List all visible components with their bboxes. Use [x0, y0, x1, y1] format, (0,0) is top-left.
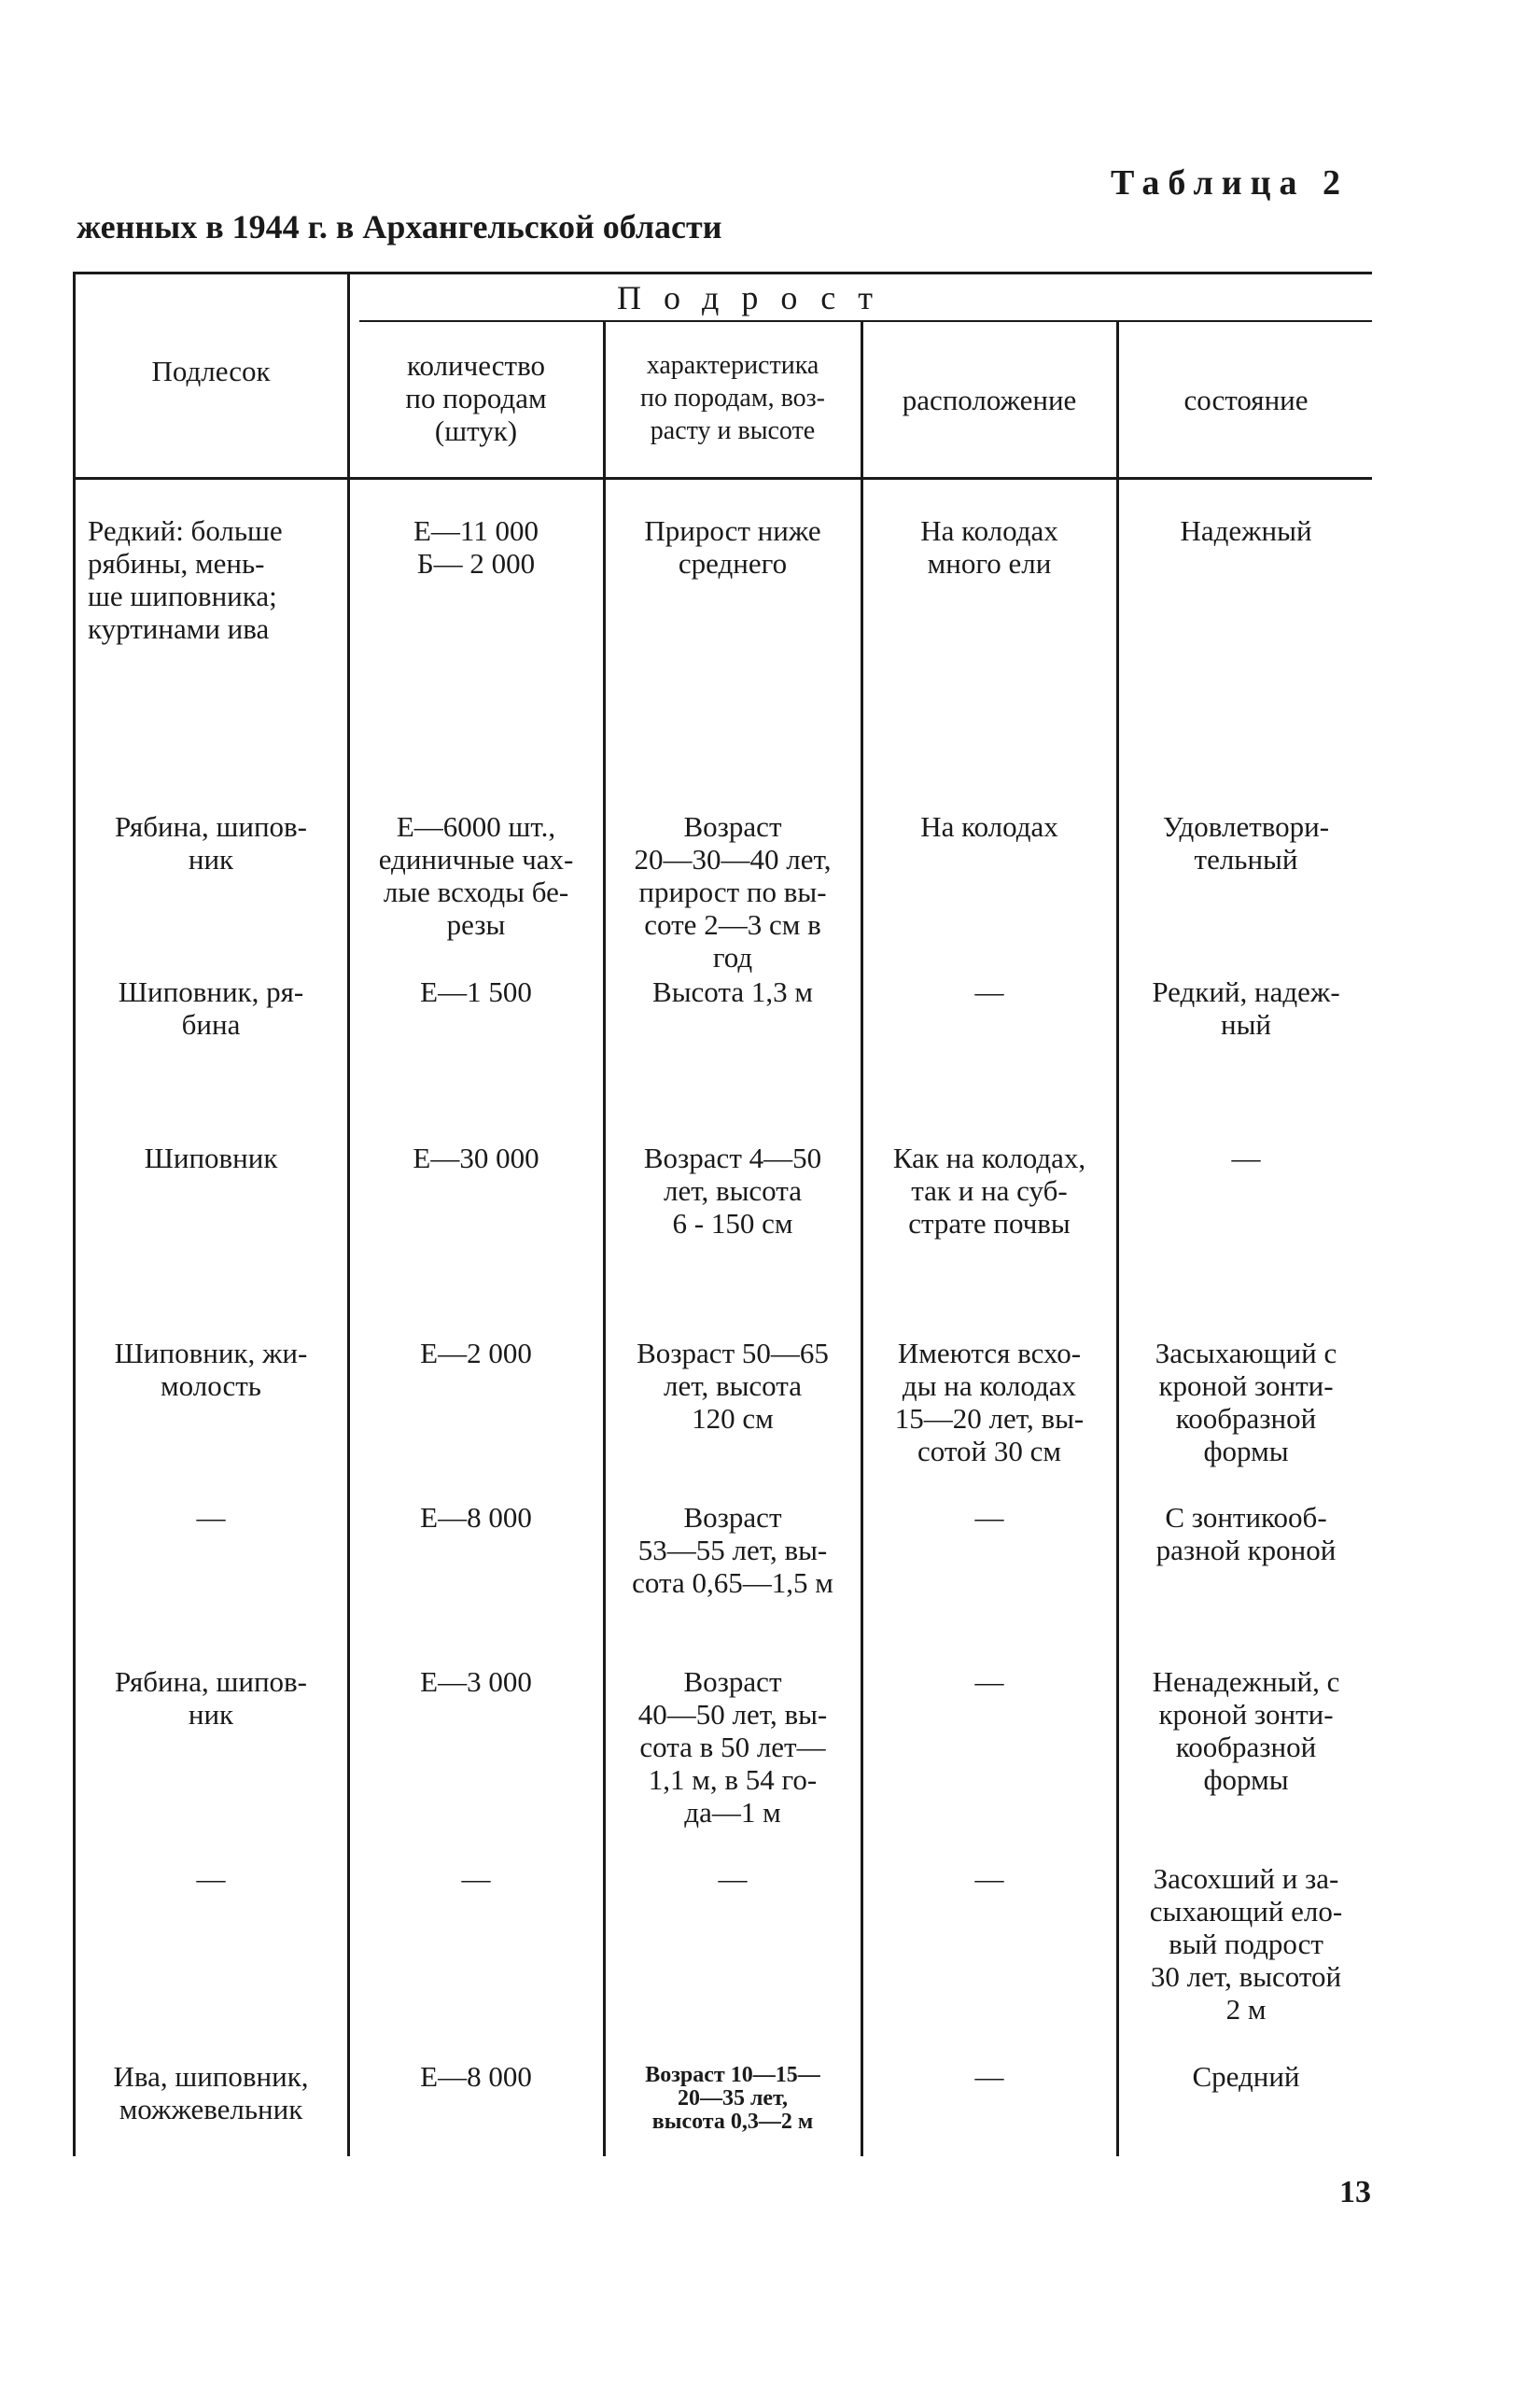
table-cell-characteristic: Возраст 50—65 лет, высота 120 см [637, 1337, 829, 1435]
table-cell-state: С зонтикооб- разной кроной [1155, 1501, 1337, 1566]
table-cell-location: Как на колодах, так и на суб- страте почвы [892, 1142, 1086, 1240]
table-cell-location: — [974, 975, 1004, 1008]
table-cell-state: Средний [1192, 2060, 1300, 2093]
column-divider [861, 322, 863, 2156]
table-cell-podlesok: Редкий: больше рябины, мень- ше шиповника; куртинами ива [88, 514, 283, 645]
table-label: Таблица 2 [1111, 163, 1350, 203]
table-cell-podlesok: Шиповник, ря- бина [118, 975, 304, 1041]
table-cell-podlesok: Рябина, шипов- ник [114, 810, 308, 876]
table-cell-characteristic: Возраст 53—55 лет, вы- сота 0,65—1,5 м [632, 1501, 833, 1599]
header-podrost: Подрост [617, 279, 895, 316]
table-cell-characteristic: Возраст 10—15— 20—35 лет, высота 0,3—2 м [645, 2063, 820, 2134]
table-cell-characteristic: Возраст 20—30—40 лет, прирост по вы- соте 2—3 см в год [634, 810, 832, 974]
table-cell-count: Е—8 000 [420, 1501, 532, 1534]
header-bottom-rule [73, 477, 1372, 480]
table-cell-state: Засохший и за- сыхающий ело- вый подрост 30 лет, высотой 2 м [1149, 1862, 1343, 2026]
header-characteristic: характеристика по породам, воз- расту и высоте [640, 351, 825, 445]
table-cell-characteristic: Высота 1,3 м [652, 975, 813, 1008]
table-cell-podlesok: Шиповник [144, 1142, 278, 1174]
table-cell-characteristic: Возраст 40—50 лет, вы- сота в 50 лет— 1,1 м, в 54 го- да—1 м [637, 1665, 828, 1829]
table-cell-location: — [974, 1501, 1004, 1534]
table-cell-location: — [974, 1862, 1004, 1895]
table-cell-count: Е—30 000 [413, 1142, 539, 1174]
table-cell-count: — [461, 1862, 491, 1895]
table-cell-count: Е—2 000 [420, 1337, 532, 1369]
table-cell-count: Е—11 000 Б— 2 000 [413, 514, 539, 580]
table-cell-count: Е—3 000 [420, 1665, 532, 1698]
header-state: состояние [1183, 384, 1309, 416]
table-heading: женных в 1944 г. в Архангельской области [77, 208, 722, 245]
table-cell-state: Редкий, надеж- ный [1152, 975, 1340, 1041]
table-cell-characteristic: Прирост ниже среднего [644, 514, 821, 580]
table-cell-location: На колодах много ели [920, 514, 1058, 580]
table-cell-location: — [974, 2060, 1004, 2093]
table-cell-count: Е—8 000 [420, 2060, 532, 2093]
table-cell-podlesok: Ива, шиповник, можжевельник [113, 2060, 309, 2125]
header-count: количество по породам (штук) [405, 349, 547, 447]
column-divider [603, 322, 606, 2156]
table-cell-podlesok: Шиповник, жи- молость [114, 1337, 308, 1402]
table-cell-podlesok: Рябина, шипов- ник [114, 1665, 308, 1731]
podrost-underline [359, 320, 1372, 322]
table-cell-state: Ненадежный, с кроной зонти- кообразной формы [1152, 1665, 1340, 1796]
column-divider [347, 273, 350, 2156]
header-location: расположение [902, 384, 1077, 416]
table-cell-podlesok: — [196, 1862, 226, 1895]
table-cell-characteristic: — [718, 1862, 748, 1895]
header-podlesok: Подлесок [151, 355, 271, 387]
table-cell-podlesok: — [196, 1501, 226, 1534]
table-cell-state: — [1231, 1142, 1261, 1174]
table-cell-count: Е—1 500 [420, 975, 532, 1008]
table-cell-location: На колодах [920, 810, 1058, 843]
column-divider [73, 273, 76, 2156]
table-cell-state: Надежный [1180, 514, 1312, 547]
table-top-rule [73, 272, 1372, 274]
table-cell-count: Е—6000 шт., единичные чах- лые всходы бе- резы [378, 810, 574, 941]
page-number: 13 [1339, 2175, 1371, 2209]
table-cell-state: Удовлетвори- тельный [1162, 810, 1330, 876]
table-cell-characteristic: Возраст 4—50 лет, высота 6 - 150 см [643, 1142, 822, 1240]
column-divider [1116, 322, 1119, 2156]
table-cell-state: Засыхающий с кроной зонти- кообразной формы [1155, 1337, 1337, 1467]
table-cell-location: — [974, 1665, 1004, 1698]
table-cell-location: Имеются всхо- ды на колодах 15—20 лет, вы- сотой 30 см [894, 1337, 1085, 1467]
